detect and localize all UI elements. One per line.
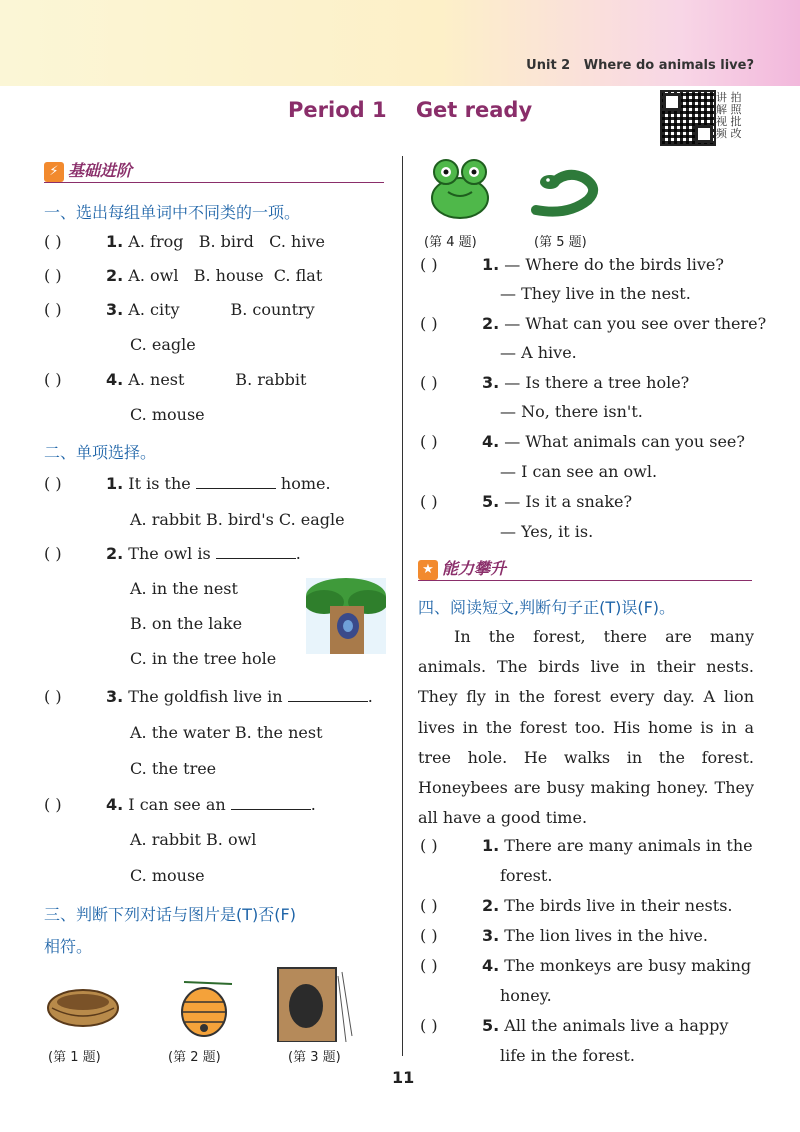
q-text: . <box>367 687 373 706</box>
part4-item-4 <box>420 956 751 975</box>
part3-item-3-answer: — No, there isn't. <box>500 402 643 421</box>
page-number: 11 <box>392 1068 415 1087</box>
part2-q2-option-a: A. in the nest <box>130 579 238 598</box>
part2-q2-option-b: B. on the lake <box>130 614 243 633</box>
part3-item-1 <box>420 255 724 274</box>
dialogue-question: — What can you see over there? <box>499 314 767 333</box>
part3-item-2 <box>420 314 766 333</box>
answer-paren[interactable]: ( ) <box>420 896 438 915</box>
part2-q1-options: A. rabbit B. bird's C. eagle <box>130 510 345 529</box>
part2-q3-option-c: C. the tree <box>130 759 217 778</box>
part3-item-5-answer: — Yes, it is. <box>500 522 594 541</box>
qr-code-icon[interactable] <box>660 90 716 146</box>
item-text: A. city B. country <box>123 300 315 319</box>
statement-text: There are many animals in the <box>499 836 753 855</box>
item-number: 4. <box>106 370 124 389</box>
statement-text: The birds live in their nests. <box>499 896 733 915</box>
q-text: The owl is <box>123 544 216 563</box>
answer-paren[interactable]: ( ) <box>44 370 62 389</box>
item-text: A. owl B. house C. flat <box>123 266 323 285</box>
item-number: 1. <box>106 474 124 493</box>
item-number: 3. <box>106 687 124 706</box>
part4-item-2 <box>420 896 732 915</box>
part3-heading-line2: 相符。 <box>44 937 93 956</box>
part1-item-2 <box>44 266 322 285</box>
dialogue-question: — What animals can you see? <box>499 432 745 451</box>
section-basic-label: 基础进阶 <box>68 161 133 180</box>
part4-heading: 四、阅读短文,判断句子正(T)误(F)。 <box>418 598 676 617</box>
statement-text: The lion lives in the hive. <box>499 926 708 945</box>
answer-paren[interactable]: ( ) <box>44 266 62 285</box>
part4-item-3 <box>420 926 708 945</box>
item-number: 4. <box>482 432 500 451</box>
statement-text: All the animals live a happy <box>499 1016 729 1035</box>
item-number: 2. <box>482 896 500 915</box>
section-badge-icon: ⚡ <box>44 162 64 182</box>
part3-item-3 <box>420 373 689 392</box>
section-underline <box>44 182 384 183</box>
answer-paren[interactable]: ( ) <box>420 255 438 274</box>
answer-paren[interactable]: ( ) <box>44 687 62 706</box>
part3-heading-line1: 三、判断下列对话与图片是(T)否(F) <box>44 905 296 924</box>
part2-q4-option-c: C. mouse <box>130 866 205 885</box>
item-number: 3. <box>106 300 124 319</box>
nest-picture <box>46 984 120 1030</box>
unit-label: Unit 2 Where do animals live? <box>526 58 754 73</box>
caption-1: (第 1 题) <box>48 1050 101 1065</box>
section-ability-label: 能力攀升 <box>442 559 507 578</box>
answer-paren[interactable]: ( ) <box>44 300 62 319</box>
item-text: A. frog B. bird C. hive <box>123 232 325 251</box>
section-basic-heading <box>44 158 384 184</box>
tree-hole-picture <box>306 578 386 654</box>
answer-paren[interactable]: ( ) <box>44 795 62 814</box>
answer-paren[interactable]: ( ) <box>420 432 438 451</box>
reading-passage <box>418 622 754 833</box>
section-ability-heading <box>418 556 752 582</box>
hive-picture <box>174 976 236 1038</box>
answer-blank[interactable] <box>231 808 311 810</box>
part2-q2-option-c: C. in the tree hole <box>130 649 277 668</box>
part4-item-4-cont: honey. <box>500 986 552 1005</box>
item-number: 2. <box>106 544 124 563</box>
item-number: 4. <box>482 956 500 975</box>
part2-q4 <box>44 795 316 814</box>
item-number: 3. <box>482 373 500 392</box>
answer-paren[interactable]: ( ) <box>44 474 62 493</box>
snake-picture <box>528 160 604 218</box>
answer-paren[interactable]: ( ) <box>420 926 438 945</box>
page-title: Period 1 Get ready <box>288 98 533 122</box>
statement-text: The monkeys are busy making <box>499 956 752 975</box>
dialogue-question: — Is it a snake? <box>499 492 633 511</box>
answer-paren[interactable]: ( ) <box>420 314 438 333</box>
answer-blank[interactable] <box>216 557 296 559</box>
answer-blank[interactable] <box>288 700 368 702</box>
part1-item-3 <box>44 300 315 319</box>
part1-item-4 <box>44 370 306 389</box>
answer-paren[interactable]: ( ) <box>420 373 438 392</box>
part2-heading: 二、单项选择。 <box>44 443 157 462</box>
part3-item-4 <box>420 432 745 451</box>
q-text: . <box>310 795 316 814</box>
answer-paren[interactable]: ( ) <box>44 544 62 563</box>
item-number: 2. <box>106 266 124 285</box>
part1-item-3-option-c: C. eagle <box>130 335 196 354</box>
page-header-band <box>0 0 800 86</box>
part3-item-2-answer: — A hive. <box>500 343 577 362</box>
item-number: 3. <box>482 926 500 945</box>
dialogue-question: — Where do the birds live? <box>499 255 724 274</box>
q-text: It is the <box>123 474 196 493</box>
part1-item-1 <box>44 232 325 251</box>
section-badge-icon: ★ <box>418 560 438 580</box>
part3-item-1-answer: — They live in the nest. <box>500 284 691 303</box>
part2-q3-options: A. the water B. the nest <box>130 723 323 742</box>
part4-item-1 <box>420 836 753 855</box>
part4-item-5-cont: life in the forest. <box>500 1046 635 1065</box>
q-text: home. <box>275 474 331 493</box>
item-number: 1. <box>482 836 500 855</box>
item-number: 2. <box>482 314 500 333</box>
item-number: 5. <box>482 492 500 511</box>
answer-paren[interactable]: ( ) <box>420 492 438 511</box>
item-number: 4. <box>106 795 124 814</box>
item-text: A. nest B. rabbit <box>123 370 307 389</box>
item-number: 1. <box>106 232 124 251</box>
passage-text: In the forest, there are many animals. The birds live in their nests. They fly in the forest every day. A lion lives in the forest too. His home is in a tree hole. He walks in the forest. Honeybees are busy making honey. They all have a good time. <box>418 627 754 828</box>
q-text: The goldfish live in <box>123 687 288 706</box>
item-number: 5. <box>482 1016 500 1035</box>
part4-item-5 <box>420 1016 728 1035</box>
answer-paren[interactable]: ( ) <box>420 836 438 855</box>
column-divider <box>402 156 403 1056</box>
answer-blank[interactable] <box>196 487 276 489</box>
q-text: I can see an <box>123 795 231 814</box>
part4-item-1-cont: forest. <box>500 866 553 885</box>
section-underline <box>418 580 752 581</box>
qr-caption: 讲 拍 解 照 视 批 频 改 <box>716 91 742 140</box>
part3-item-5 <box>420 492 632 511</box>
caption-2: (第 2 题) <box>168 1050 221 1065</box>
part1-item-4-option-c: C. mouse <box>130 405 205 424</box>
frog-picture <box>424 152 496 222</box>
tree-hole-picture <box>276 966 356 1042</box>
answer-paren[interactable]: ( ) <box>420 956 438 975</box>
part2-q2 <box>44 544 301 563</box>
part2-q1 <box>44 474 331 493</box>
answer-paren[interactable]: ( ) <box>420 1016 438 1035</box>
answer-paren[interactable]: ( ) <box>44 232 62 251</box>
caption-5: (第 5 题) <box>534 235 587 250</box>
part2-q3 <box>44 687 373 706</box>
q-text: . <box>295 544 301 563</box>
caption-3: (第 3 题) <box>288 1050 341 1065</box>
dialogue-question: — Is there a tree hole? <box>499 373 690 392</box>
part1-heading: 一、选出每组单词中不同类的一项。 <box>44 203 301 222</box>
part3-item-4-answer: — I can see an owl. <box>500 462 658 481</box>
part2-q4-options: A. rabbit B. owl <box>130 830 257 849</box>
item-number: 1. <box>482 255 500 274</box>
caption-4: (第 4 题) <box>424 235 477 250</box>
